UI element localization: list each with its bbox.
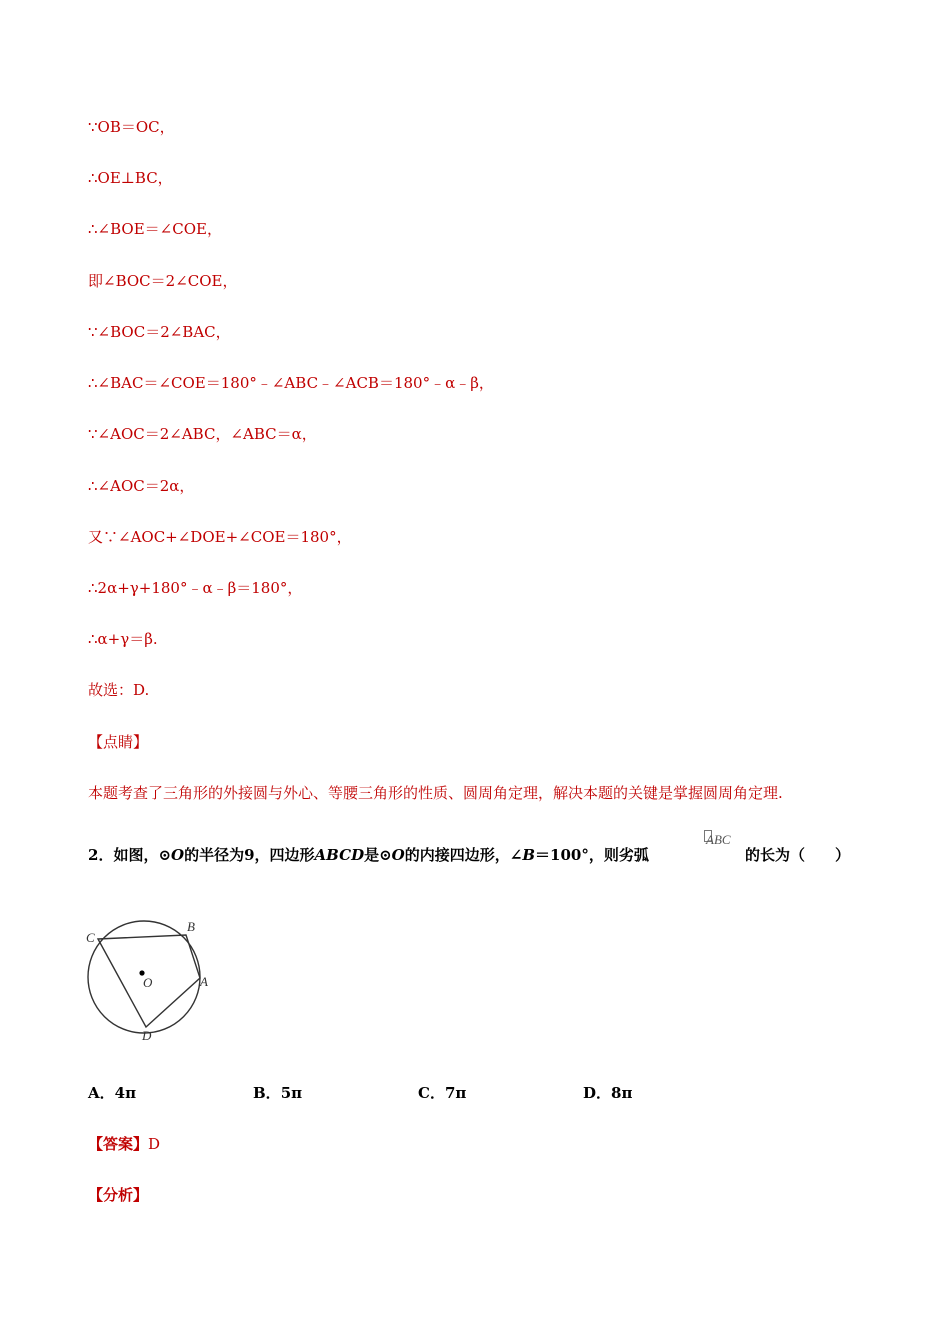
question-text-3: 是⊙ [364, 846, 392, 864]
question-circle-o: O [171, 846, 185, 864]
option-b-letter: B． [253, 1084, 281, 1102]
answer-value: D [148, 1135, 161, 1153]
solution-line-3: ∴∠BOE＝∠COE， [88, 220, 222, 238]
option-a-letter: A． [88, 1084, 115, 1102]
option-d-letter: D． [583, 1084, 612, 1102]
solution-line-2: ∴OE⊥BC， [88, 169, 173, 187]
question-tail: 的长为（ ） [745, 846, 851, 864]
option-a [88, 1083, 136, 1103]
label-d: D [142, 1028, 152, 1043]
analysis-heading: 【分析】 [88, 1186, 149, 1204]
solution-line-12: 故选：D. [88, 681, 150, 699]
solution-line-8: ∴∠AOC＝2α， [88, 477, 195, 495]
solution-line-10: ∴2α+γ+180°﹣α﹣β＝180°， [88, 579, 303, 597]
geometry-figure [78, 908, 228, 1052]
solution-line-4: 即∠BOC＝2∠COE， [88, 272, 238, 290]
question-circle-o-2: O [391, 846, 405, 864]
option-c [418, 1083, 466, 1103]
question-text-4: 的内接四边形，∠ [404, 846, 523, 864]
question-2 [88, 845, 649, 865]
option-b [253, 1083, 302, 1103]
dianjing-text: 本题考查了三角形的外接圆与外心、等腰三角形的性质、圆周角定理，解决本题的关键是掌握圆周角定理. [88, 784, 783, 802]
question-angle-b: B [522, 846, 536, 864]
question-quadrilateral: ABCD [314, 846, 365, 864]
option-d [583, 1083, 632, 1103]
label-c: C [86, 930, 95, 945]
option-d-value: 8π [611, 1084, 633, 1102]
arc-label: ABC [706, 832, 731, 847]
option-a-value: 4π [114, 1084, 137, 1102]
solution-line-1: ∵OB＝OC， [88, 118, 175, 136]
label-a: A [200, 974, 208, 989]
answer-heading: 【答案】 [88, 1135, 149, 1153]
option-b-value: 5π [280, 1084, 303, 1102]
dianjing-heading: 【点睛】 [88, 733, 149, 751]
question-text-2: 的半径为9，四边形 [184, 846, 315, 864]
circle-diagram [78, 908, 228, 1048]
question-text-5: ＝100°，则劣弧 [535, 846, 649, 864]
solution-line-11: ∴α+γ＝β. [88, 630, 158, 648]
solution-line-7: ∵∠AOC＝2∠ABC，∠ABC＝α， [88, 425, 317, 443]
label-o: O [143, 975, 153, 990]
solution-line-9: 又∵∠AOC+∠DOE+∠COE＝180°， [88, 528, 352, 546]
label-b: B [187, 919, 195, 934]
solution-line-6: ∴∠BAC＝∠COE＝180°﹣∠ABC﹣∠ACB＝180°﹣α﹣β， [88, 374, 494, 392]
answer-line [88, 1134, 160, 1154]
option-c-letter: C． [418, 1084, 445, 1102]
option-c-value: 7π [444, 1084, 467, 1102]
question-text-1: ．如图，⊙ [98, 846, 172, 864]
solution-line-5: ∵∠BOC＝2∠BAC， [88, 323, 231, 341]
question-number: 2 [88, 846, 99, 864]
